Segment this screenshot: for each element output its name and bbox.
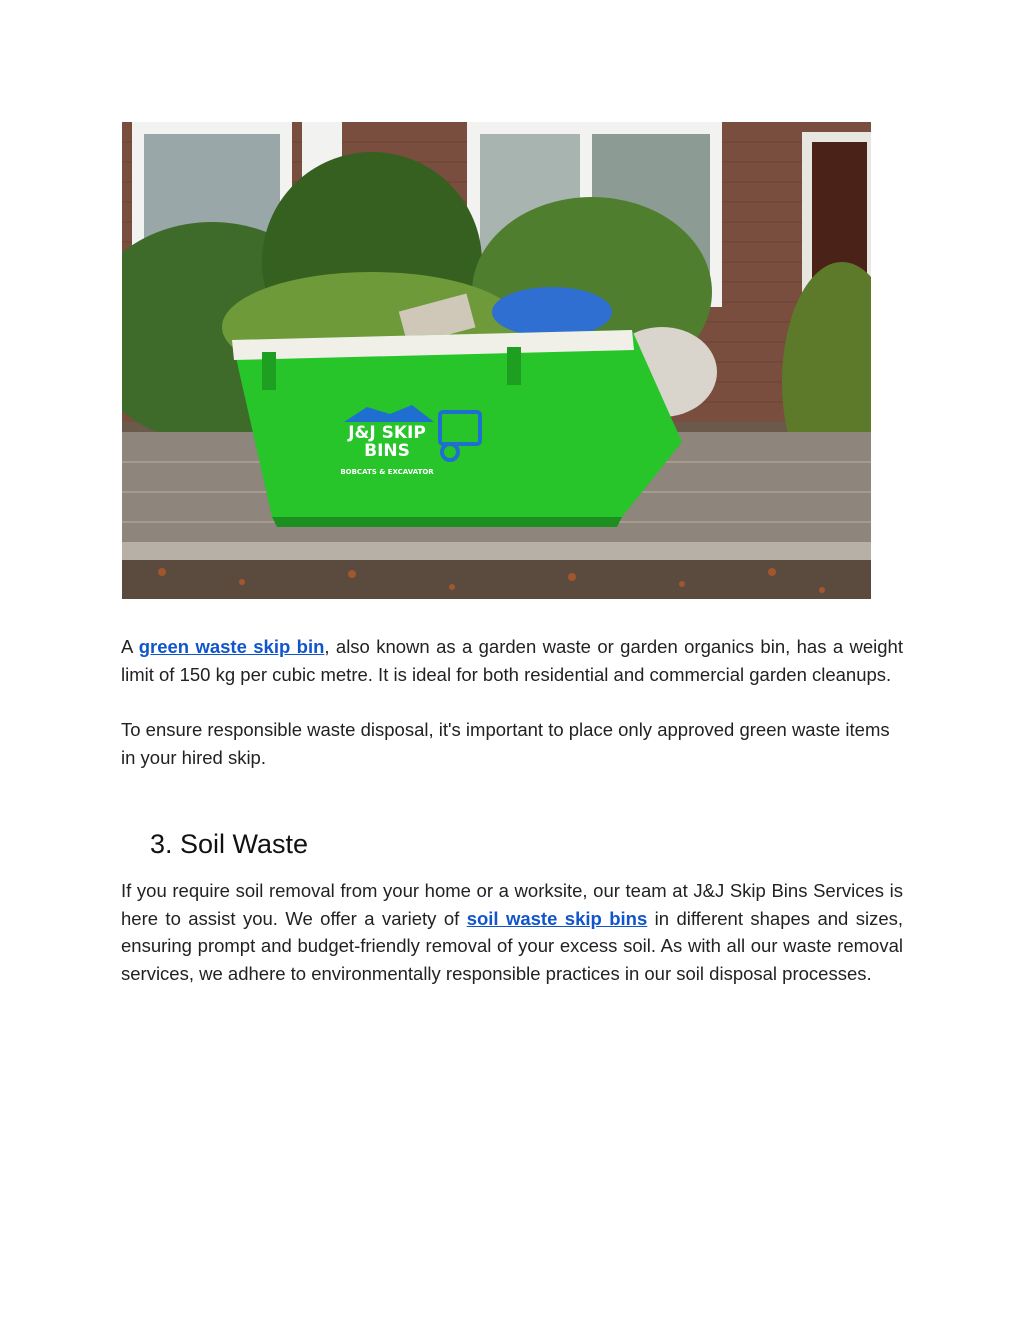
skip-bin-photo bbox=[122, 122, 871, 599]
soil-waste-paragraph bbox=[121, 877, 903, 988]
intro-prefix: A bbox=[121, 636, 139, 657]
disposal-paragraph: To ensure responsible waste disposal, it's important to place only approved green waste items in your hired skip. bbox=[121, 719, 890, 768]
soil-waste-heading: 3. Soil Waste bbox=[150, 829, 309, 859]
logo-tagline: BOBCATS & EXCAVATOR bbox=[340, 468, 434, 476]
logo-line2: BINS bbox=[364, 441, 410, 461]
soil-text-before-link: If you require soil removal from your home or a worksite, our team at J&J Skip Bins Services is here to assist you. We offer a variety of bbox=[121, 880, 903, 929]
skip-bin-illustration bbox=[122, 122, 871, 599]
green-waste-paragraph bbox=[121, 633, 903, 688]
logo-line1: J&J SKIP bbox=[348, 423, 426, 443]
intro-suffix: , also known as a garden waste or garden organics bin, has a weight limit of 150 kg per cubic metre. It is ideal for both residential and commercial garden cleanups. bbox=[121, 636, 903, 685]
soil-waste-skip-bins-link[interactable]: soil waste skip bins bbox=[466, 907, 648, 929]
soil-text-after-link: in different shapes and sizes, ensuring prompt and budget-friendly removal of your excess soil. As with all our waste removal services, we adhere to environmentally responsible practices in our soil disposal processes. bbox=[121, 907, 904, 985]
green-waste-skip-bin-link[interactable]: green waste skip bin bbox=[138, 636, 325, 657]
